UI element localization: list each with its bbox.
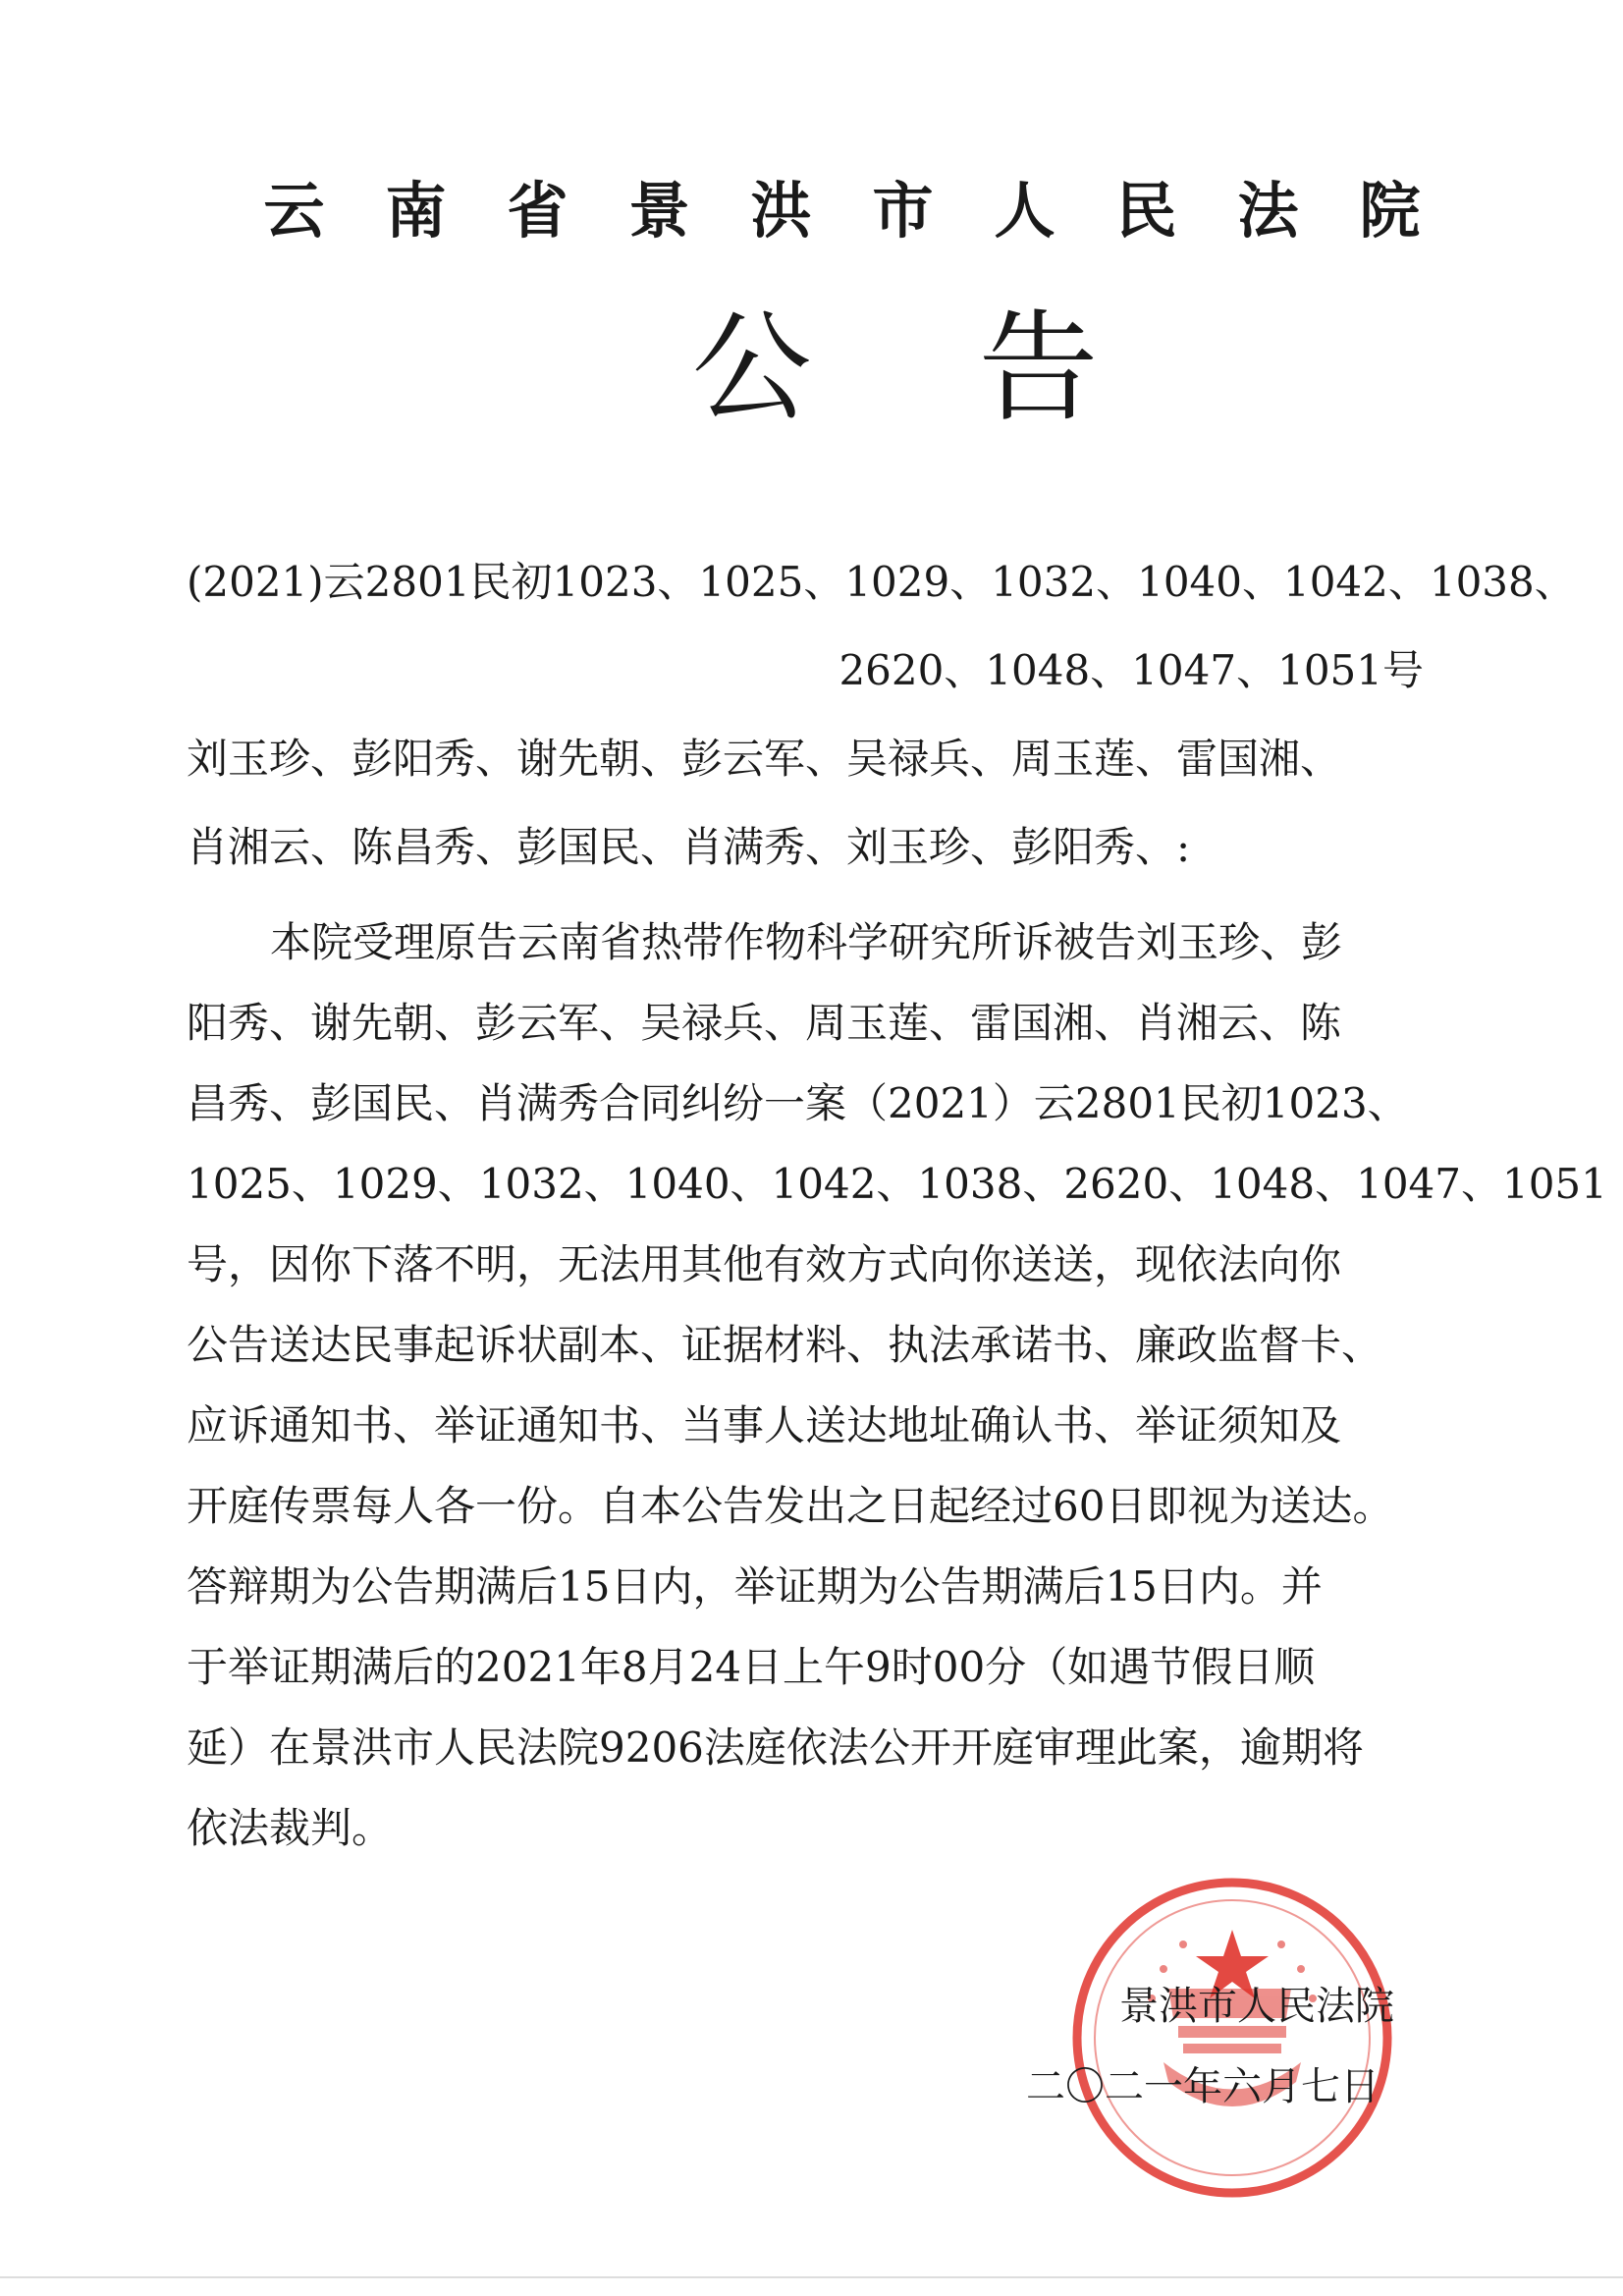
body-line: 依法裁判。 bbox=[187, 1804, 394, 1852]
signature-court-name: 景洪市人民法院 bbox=[1119, 1984, 1394, 2029]
addressee-line-2: 肖湘云、陈昌秀、彭国民、肖满秀、刘玉珍、彭阳秀、: bbox=[187, 823, 1191, 871]
body-line: 应诉通知书、举证通知书、当事人送达地址确认书、举证须知及 bbox=[187, 1401, 1342, 1449]
body-line: 延）在景洪市人民法院9206法庭依法公开开庭审理此案，逾期将 bbox=[187, 1723, 1364, 1772]
court-seal-icon bbox=[1065, 1871, 1399, 2205]
addressee-line-1: 刘玉珍、彭阳秀、谢先朝、彭云军、吴禄兵、周玉莲、雷国湘、 bbox=[187, 735, 1342, 783]
case-number-line-2: 2620、1048、1047、1051号 bbox=[839, 646, 1424, 694]
body-line: 昌秀、彭国民、肖满秀合同纠纷一案（2021）云2801民初1023、 bbox=[187, 1079, 1409, 1127]
body-line: 于举证期满后的2021年8月24日上午9时00分（如遇节假日顺 bbox=[187, 1643, 1316, 1691]
body-line: 开庭传票每人各一份。自本公告发出之日起经过60日即视为送达。 bbox=[187, 1482, 1394, 1530]
court-name-heading: 云南省景洪市人民法院 bbox=[263, 175, 1482, 246]
body-line: 阳秀、谢先朝、彭云军、吴禄兵、周玉莲、雷国湘、肖湘云、陈 bbox=[187, 999, 1342, 1047]
signature-date: 二〇二一年六月七日 bbox=[1026, 2064, 1380, 2109]
body-line: 答辩期为公告期满后15日内，举证期为公告期满后15日内。并 bbox=[187, 1562, 1323, 1611]
document-title: 公告 bbox=[691, 299, 1266, 438]
body-line: 本院受理原告云南省热带作物科学研究所诉被告刘玉珍、彭 bbox=[270, 918, 1343, 966]
scan-edge-divider bbox=[0, 2276, 1623, 2278]
body-line: 号，因你下落不明，无法用其他有效方式向你送送，现依法向你 bbox=[187, 1240, 1342, 1288]
case-number-line-1: (2021)云2801民初1023、1025、1029、1032、1040、1042、1038、 bbox=[187, 558, 1576, 606]
body-line: 1025、1029、1032、1040、1042、1038、2620、1048、1047、1051 bbox=[187, 1160, 1607, 1208]
body-line: 公告送达民事起诉状副本、证据材料、执法承诺书、廉政监督卡、 bbox=[187, 1321, 1383, 1369]
